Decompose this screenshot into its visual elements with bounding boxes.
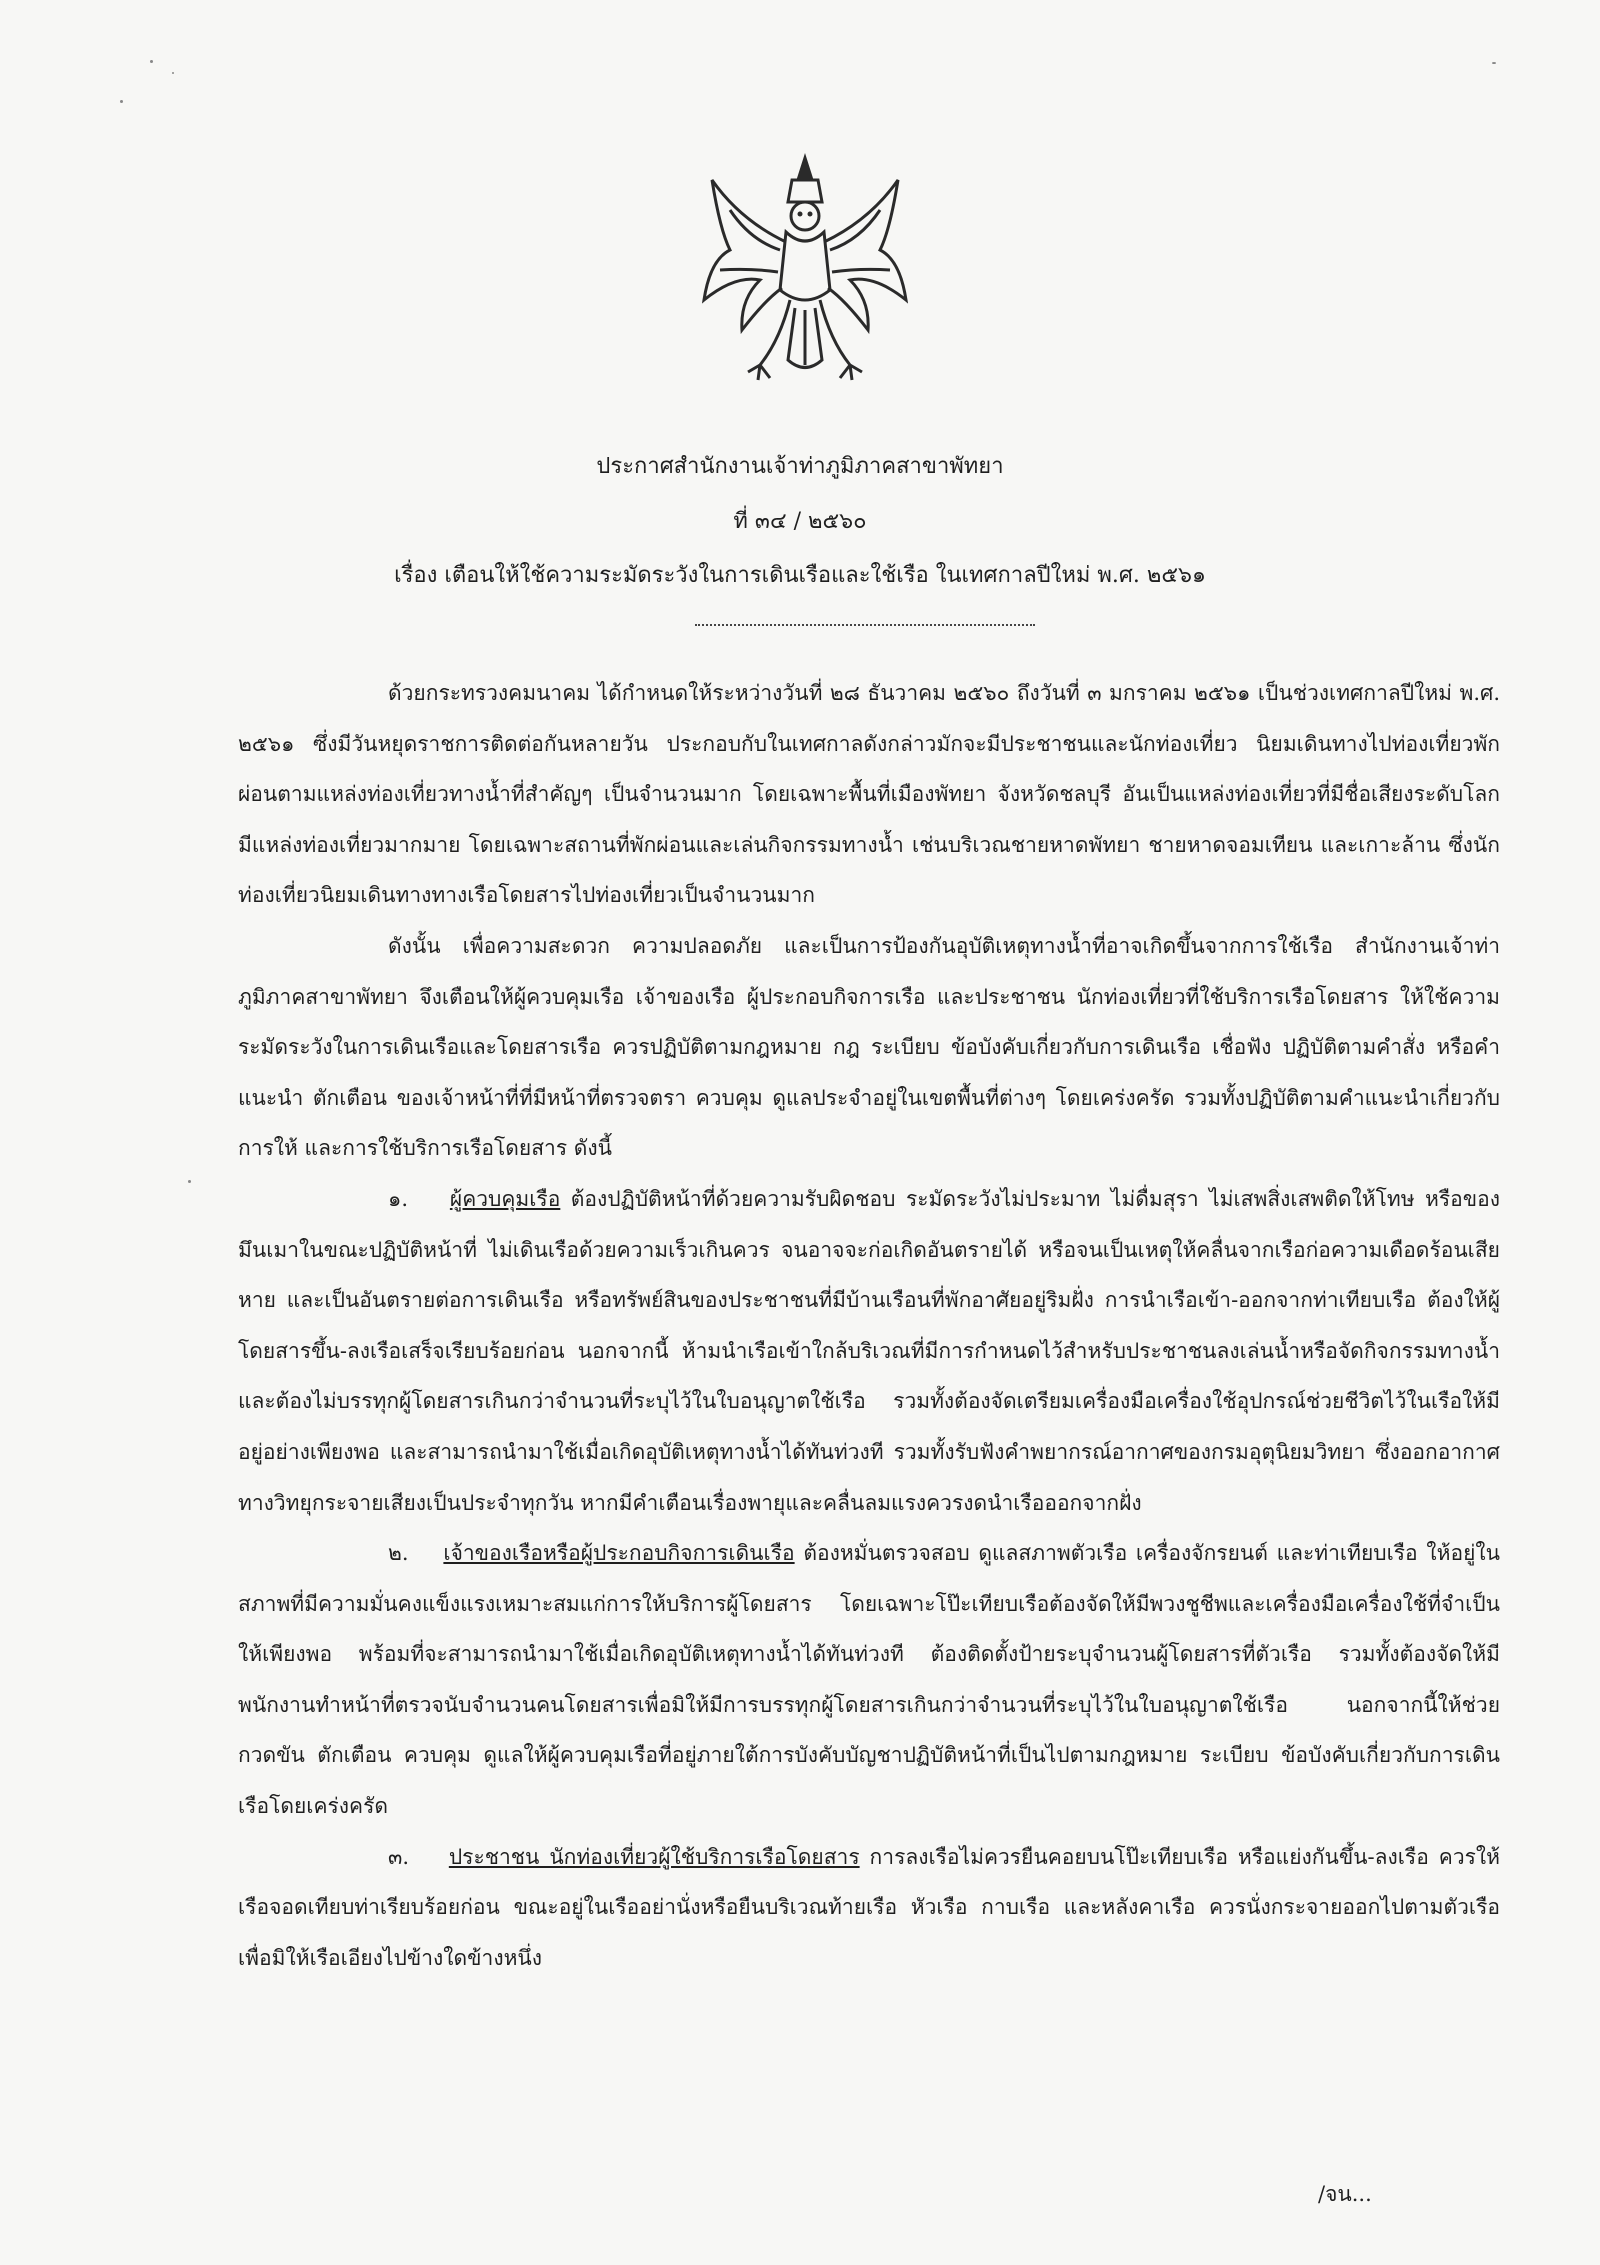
item-text: ต้องปฏิบัติหน้าที่ด้วยความรับผิดชอบ ระมัดระวังไม่ประมาท ไม่ดื่มสุรา ไม่เสพสิ่งเสพติดให้โทษ หรือของมึนเมาในขณะปฏิบัติหน้าที่ ไม่เดินเรือด้วยความเร็วเกินควร จนอาจจะก่อเกิดอันตรายได้ หรือจนเป็นเหตุให้คลื่นจากเรือก่อความเดือดร้อนเสียหาย และเป็นอันตรายต่อการเดินเรือ หรือทรัพย์สินของประชาชนที่มีบ้านเรือนที่พักอาศัยอยู่ริมฝั่ง การนำเรือเข้า-ออกจากท่าเทียบเรือ ต้องให้ผู้โดยสารขึ้น-ลงเรือเสร็จเรียบร้อยก่อน นอกจากนี้ ห้ามนำเรือเข้าใกล้บริเวณที่มีการกำหนดไว้สำหรับประชาชนลงเล่นน้ำหรือจัดกิจกรรมทางน้ำ และต้องไม่บรรทุกผู้โดยสารเกินกว่าจำนวนที่ระบุไว้ในใบอนุญาตใช้เรือ รวมทั้งต้องจัดเตรียมเครื่องมือเครื่องใช้อุปกรณ์ช่วยชีวิตไว้ในเรือให้มีอยู่อย่างเพียงพอ และสามารถนำมาใช้เมื่อเกิดอุบัติเหตุทางน้ำได้ทันท่วงที รวมทั้งรับฟังคำพยากรณ์อากาศของกรมอุตุนิยมวิทยา ซึ่งออกอากาศทางวิทยุกระจายเสียงเป็นประจำทุกวัน หากมีคำเตือนเรื่องพายุและคลื่นลมแรงควรงดนำเรือออกจากฝั่ง	[238, 1186, 1500, 1515]
announcement-number: ที่ ๓๔ / ๒๕๖๐	[733, 509, 867, 534]
item-text: การลงเรือไม่ควรยืนคอยบนโป๊ะเทียบเรือ หรือแย่งกันขึ้น-ลงเรือ ควรให้เรือจอดเทียบท่าเรียบร้อยก่อน ขณะอยู่ในเรืออย่านั่งหรือยืนบริเวณท้ายเรือ หัวเรือ กาบเรือ และหลังคาเรือ ควรนั่งกระจายออกไปตามตัวเรือ เพื่อมิให้เรือเอียงไปข้างใดข้างหนึ่ง	[238, 1844, 1500, 1970]
continued-marker: /จน...	[1318, 2182, 1372, 2206]
item-number: ๑.	[388, 1186, 409, 1211]
scan-speck	[172, 72, 174, 74]
item-boat-operator	[238, 1174, 1500, 1528]
item-text: ต้องหมั่นตรวจสอบ ดูแลสภาพตัวเรือ เครื่องจักรยนต์ และท่าเทียบเรือ ให้อยู่ในสภาพที่มีความมั่นคงแข็งแรงเหมาะสมแก่การให้บริการผู้โดยสาร โดยเฉพาะโป๊ะเทียบเรือต้องจัดให้มีพวงชูชีพและเครื่องมือเครื่องใช้ที่จำเป็นให้เพียงพอ พร้อมที่จะสามารถนำมาใช้เมื่อเกิดอุบัติเหตุทางน้ำได้ทันท่วงที ต้องติดตั้งป้ายระบุจำนวนผู้โดยสารที่ตัวเรือ รวมทั้งต้องจัดให้มีพนักงานทำหน้าที่ตรวจนับจำนวนคนโดยสารเพื่อมิให้มีการบรรทุกผู้โดยสารเกินกว่าจำนวนที่ระบุไว้ในใบอนุญาตใช้เรือ นอกจากนี้ให้ช่วยกวดขัน ตักเตือน ควบคุม ดูแลให้ผู้ควบคุมเรือที่อยู่ภายใต้การบังคับบัญชาปฏิบัติหน้าที่เป็นไปตามกฎหมาย ระเบียบ ข้อบังคับเกี่ยวกับการเดินเรือโดยเคร่งครัด	[238, 1541, 1500, 1819]
item-number: ๒.	[388, 1541, 409, 1566]
dotted-divider	[695, 624, 1035, 626]
garuda-emblem-icon	[700, 150, 910, 395]
scan-speck	[1492, 62, 1496, 64]
item-number: ๓.	[388, 1844, 410, 1869]
item-boat-owner	[238, 1528, 1500, 1832]
item-heading: ผู้ควบคุมเรือ	[449, 1186, 561, 1211]
announcement-subject: เรื่อง เตือนให้ใช้ความระมัดระวังในการเดินเรือและใช้เรือ ในเทศกาลปีใหม่ พ.ศ. ๒๕๖๑	[394, 563, 1206, 588]
item-heading: เจ้าของเรือหรือผู้ประกอบกิจการเดินเรือ	[443, 1541, 795, 1566]
scan-speck	[120, 100, 123, 103]
item-passengers	[238, 1832, 1500, 1984]
announcement-body	[238, 668, 1500, 1983]
scan-speck	[188, 1180, 191, 1183]
announcement-title: ประกาศสำนักงานเจ้าท่าภูมิภาคสาขาพัทยา	[596, 454, 1004, 479]
paragraph-intro: ด้วยกระทรวงคมนาคม ได้กำหนดให้ระหว่างวันที่ ๒๘ ธันวาคม ๒๕๖๐ ถึงวันที่ ๓ มกราคม ๒๕๖๑ เป็นช่วงเทศกาลปีใหม่ พ.ศ. ๒๕๖๑ ซึ่งมีวันหยุดราชการติดต่อกันหลายวัน ประกอบกับในเทศกาลดังกล่าวมักจะมีประชาชนและนักท่องเที่ยว นิยมเดินทางไปท่องเที่ยวพักผ่อนตามแหล่งท่องเที่ยวทางน้ำที่สำคัญๆ เป็นจำนวนมาก โดยเฉพาะพื้นที่เมืองพัทยา จังหวัดชลบุรี อันเป็นแหล่งท่องเที่ยวที่มีชื่อเสียงระดับโลก มีแหล่งท่องเที่ยวมากมาย โดยเฉพาะสถานที่พักผ่อนและเล่นกิจกรรมทางน้ำ เช่นบริเวณชายหาดพัทยา ชายหาดจอมเทียน และเกาะล้าน ซึ่งนักท่องเที่ยวนิยมเดินทางทางเรือโดยสารไปท่องเที่ยวเป็นจำนวนมาก	[238, 681, 1500, 908]
scan-speck	[150, 60, 153, 63]
item-heading: ประชาชน นักท่องเที่ยวผู้ใช้บริการเรือโดยสาร	[448, 1844, 860, 1869]
paragraph-therefore: ดังนั้น เพื่อความสะดวก ความปลอดภัย และเป็นการป้องกันอุบัติเหตุทางน้ำที่อาจเกิดขึ้นจากการใช้เรือ สำนักงานเจ้าท่าภูมิภาคสาขาพัทยา จึงเตือนให้ผู้ควบคุมเรือ เจ้าของเรือ ผู้ประกอบกิจการเรือ และประชาชน นักท่องเที่ยวที่ใช้บริการเรือโดยสาร ให้ใช้ความระมัดระวังในการเดินเรือและโดยสารเรือ ควรปฏิบัติตามกฎหมาย กฎ ระเบียบ ข้อบังคับเกี่ยวกับการเดินเรือ เชื่อฟัง ปฏิบัติตามคำสั่ง หรือคำแนะนำ ตักเตือน ของเจ้าหน้าที่ที่มีหน้าที่ตรวจตรา ควบคุม ดูแลประจำอยู่ในเขตพื้นที่ต่างๆ โดยเคร่งครัด รวมทั้งปฏิบัติตามคำแนะนำเกี่ยวกับการให้ และการใช้บริการเรือโดยสาร ดังนี้	[238, 933, 1500, 1161]
